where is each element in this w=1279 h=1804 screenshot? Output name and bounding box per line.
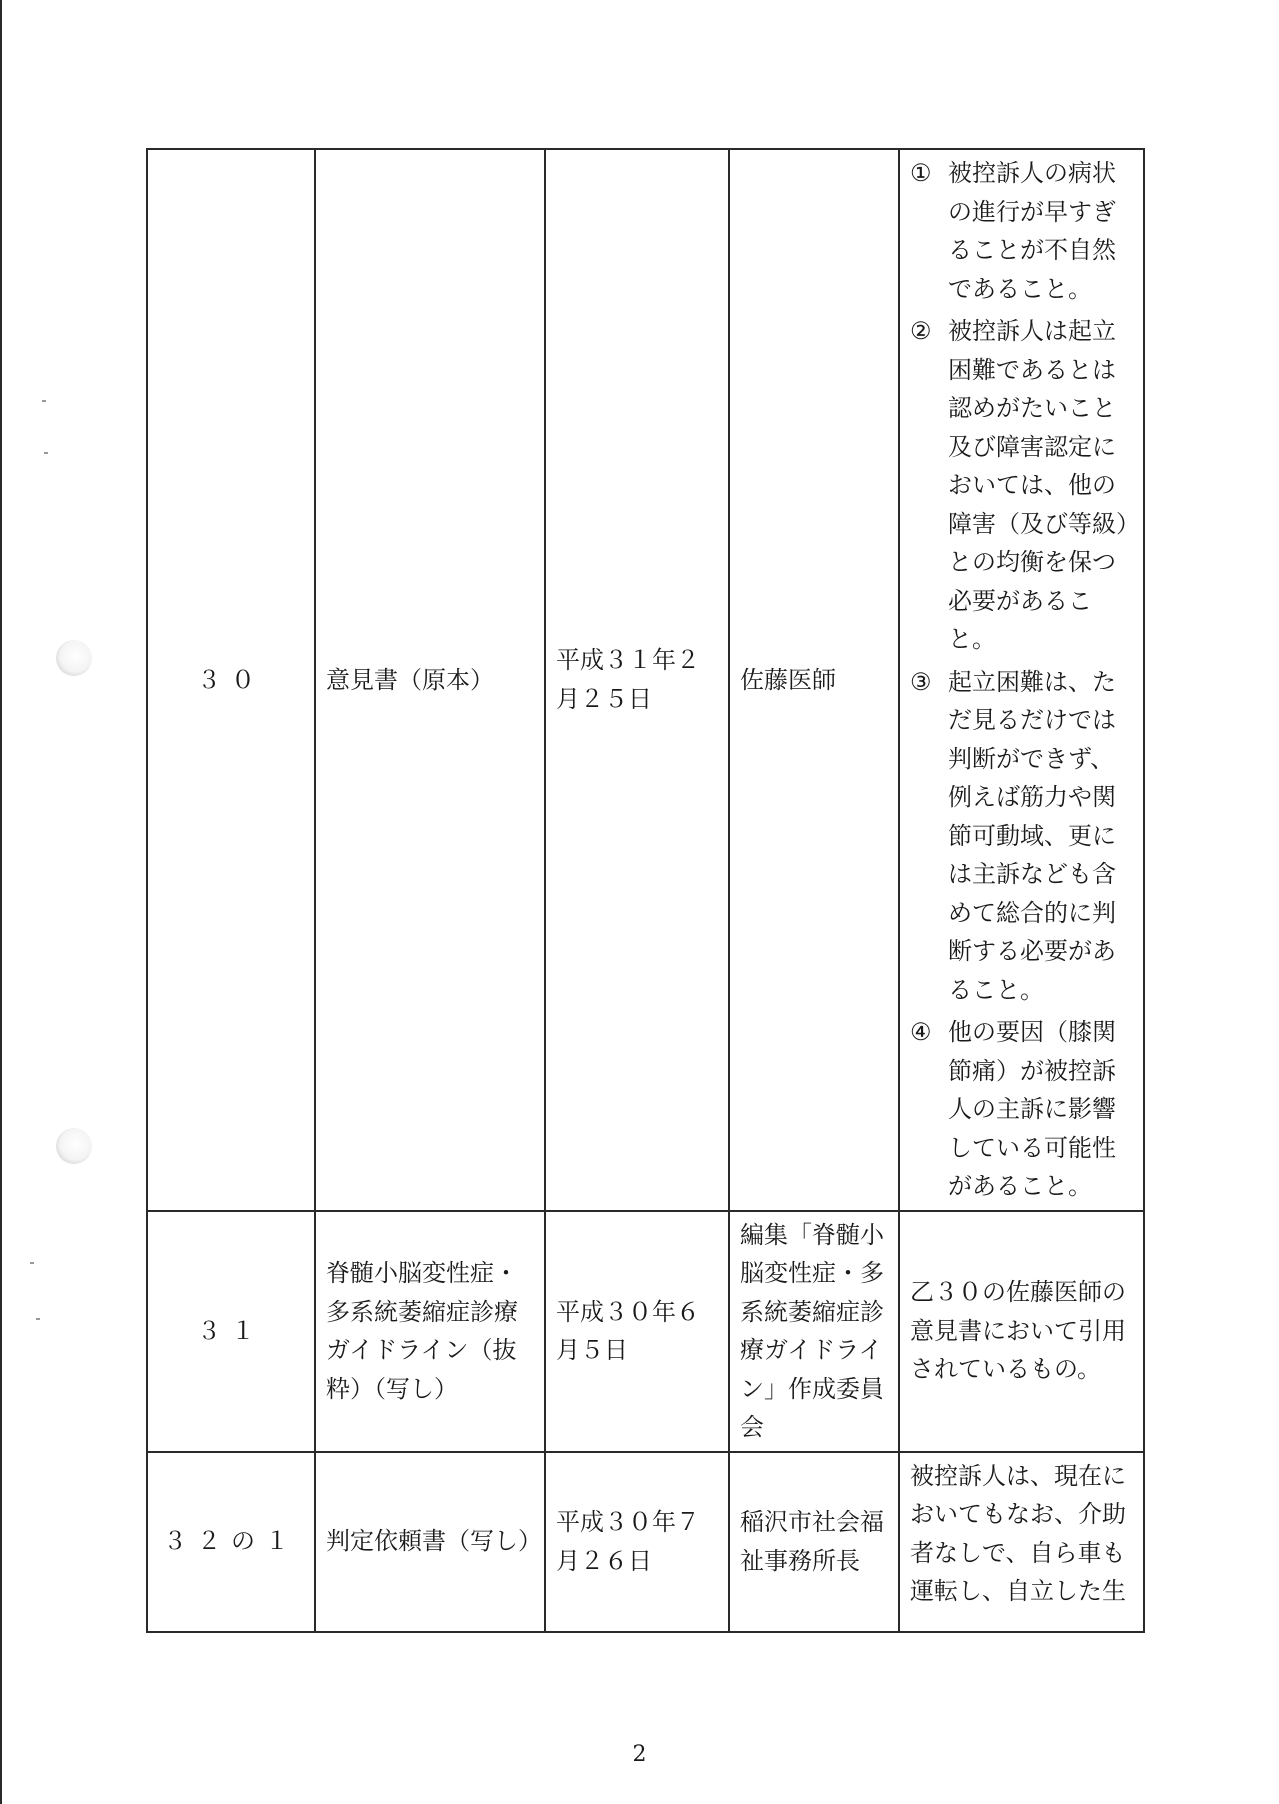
purpose-item	[910, 1013, 1133, 1206]
exhibit-date: 平成３０年６月５日	[545, 1211, 729, 1452]
punch-hole	[56, 1128, 92, 1164]
purpose-marker: ③	[910, 667, 932, 696]
exhibit-purpose	[899, 149, 1144, 1211]
exhibit-date: 平成３０年７月２６日	[545, 1452, 729, 1632]
purpose-text: 被控訴人の病状の進行が早すぎることが不自然であること。	[948, 159, 1116, 303]
purpose-text: 被控訴人は起立困難であるとは認めがたいこと及び障害認定においては、他の障害（及び等級）との均衡を保つ必要があること。	[948, 317, 1128, 653]
exhibit-title: 判定依頼書（写し）	[315, 1452, 545, 1632]
scan-speck	[36, 1318, 40, 1320]
scan-speck	[42, 400, 46, 402]
purpose-list	[910, 154, 1133, 1206]
purpose-item	[910, 312, 1133, 659]
exhibit-number: ３０	[147, 149, 315, 1211]
exhibit-author: 稲沢市社会福祉事務所長	[729, 1452, 899, 1632]
exhibit-title: 意見書（原本）	[315, 149, 545, 1211]
punch-hole	[56, 640, 92, 676]
exhibit-table	[146, 148, 1145, 1633]
exhibit-number: ３１	[147, 1211, 315, 1452]
scan-speck	[44, 452, 48, 454]
table-row	[147, 1452, 1144, 1632]
exhibit-title: 脊髄小脳変性症・多系統萎縮症診療ガイドライン（抜粋）（写し）	[315, 1211, 545, 1452]
purpose-item	[910, 154, 1133, 308]
page-left-edge	[0, 0, 2, 1804]
purpose-marker: ①	[910, 159, 932, 187]
purpose-item	[910, 663, 1133, 1010]
purpose-marker: ④	[910, 1018, 932, 1046]
purpose-text: 他の要因（膝関節痛）が被控訴人の主訴に影響している可能性があること。	[948, 1018, 1116, 1200]
exhibit-purpose: 被控訴人は、現在においてもなお、介助者なしで、自ら車も運転し、自立した生	[899, 1452, 1144, 1632]
page-number: 2	[632, 1742, 647, 1767]
exhibit-number: ３２の１	[147, 1452, 315, 1632]
exhibit-author: 佐藤医師	[729, 149, 899, 1211]
table-row	[147, 149, 1144, 1211]
exhibit-date: 平成３１年２月２５日	[545, 149, 729, 1211]
purpose-marker: ②	[910, 317, 932, 345]
table-row	[147, 1211, 1144, 1452]
exhibit-author: 編集「脊髄小脳変性症・多系統萎縮症診療ガイドライン」作成委員会	[729, 1211, 899, 1452]
exhibit-purpose: 乙３０の佐藤医師の意見書において引用されているもの。	[899, 1211, 1144, 1452]
scan-speck	[30, 1262, 34, 1264]
purpose-text: 起立困難は、ただ見るだけでは判断ができず、例えば筋力や関節可動域、更には主訴なども含めて総合的に判断する必要があること。	[948, 667, 1116, 1004]
